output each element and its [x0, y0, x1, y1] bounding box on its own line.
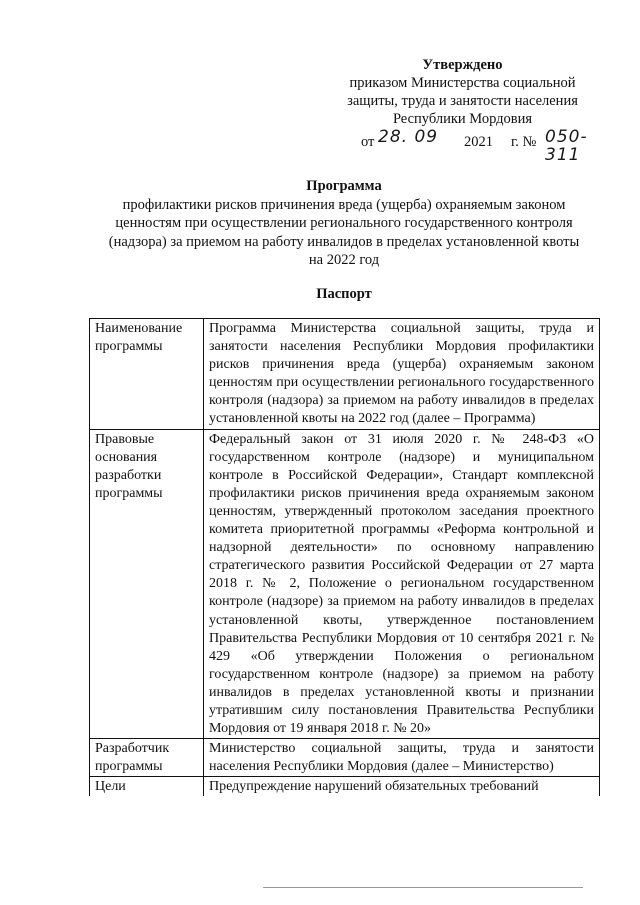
- row-label: Разработчик программы: [90, 739, 204, 777]
- row-label: Наименование программы: [90, 319, 204, 430]
- number-prefix: г. №: [511, 134, 537, 150]
- passport-table: [89, 318, 600, 796]
- row-label: Цели: [90, 777, 204, 797]
- row-value: Предупреждение нарушений обязательных требований: [204, 777, 600, 797]
- program-subtitle-line: ценностям при осуществлении регионального государственного контроля: [115, 215, 573, 232]
- program-subtitle-line: (надзора) за приемом на работу инвалидов в пределах установленной квоты: [108, 233, 580, 250]
- date-prefix: от: [361, 134, 375, 150]
- page-bottom-rule: [263, 887, 583, 888]
- handwritten-number: 050-311: [545, 127, 588, 165]
- handwritten-date: 28. 09: [378, 127, 439, 147]
- row-value: Программа Министерства социальной защиты, труда и занятости населения Республики Мордовия профилактики рисков причинения вреда (ущерба) охраняемым законом ценностям при осуществлении регионального государственного контроля (надзора) за приемом на работу инвалидов в пределах установленной квоты на 2022 год (далее – Программа): [204, 319, 600, 430]
- approval-line: Республики Мордовия: [392, 111, 533, 127]
- table-row: [90, 429, 600, 739]
- program-subtitle-line: профилактики рисков причинения вреда (ущерба) охраняемым законом: [122, 196, 566, 213]
- table-row: [90, 739, 600, 777]
- row-label: Правовые основания разработки программы: [90, 429, 204, 739]
- approval-line: приказом Министерства социальной: [349, 75, 576, 91]
- program-title-block: [88, 177, 600, 270]
- passport-heading: Паспорт: [316, 286, 372, 302]
- table-row: [90, 777, 600, 797]
- order-year: 2021: [464, 134, 493, 150]
- program-heading: Программа: [306, 178, 382, 194]
- approval-stamp: [335, 56, 590, 165]
- row-value: Федеральный закон от 31 июля 2020 г. № 248-ФЗ «О государственном контроле (надзоре) и муниципальном контроле в Российской Федерации», Стандарт комплексной профилактики рисков причинения вреда охраняемым законом ценностям, утвержденный протоколом заседания проектного комитета приоритетной программы «Реформа контрольной и надзорной деятельности» по основному направлению стратегического развития Российской Федерации от 27 марта 2018 г. № 2, Положение о региональном государственном контроле (надзоре) за приемом на работу инвалидов в пределах установленной квоты, утвержденное постановлением Правительства Республики Мордовия от 10 сентября 2021 г. № 429 «Об утверждении Положения о региональном государственном контроле (надзоре) за приемом на работу инвалидов в пределах установленной квоты и признании утратившим силу постановления Правительства Республики Мордовия от 19 января 2018 г. № 20»: [204, 429, 600, 739]
- program-subtitle-line: на 2022 год: [308, 252, 380, 269]
- approval-line: защиты, труда и занятости населения: [347, 93, 578, 109]
- approval-heading: Утверждено: [422, 57, 503, 73]
- row-value: Министерство социальной защиты, труда и занятости населения Республики Мордовия (далее – Министерство): [204, 739, 600, 777]
- order-date-number: [335, 127, 590, 165]
- table-row: [90, 319, 600, 430]
